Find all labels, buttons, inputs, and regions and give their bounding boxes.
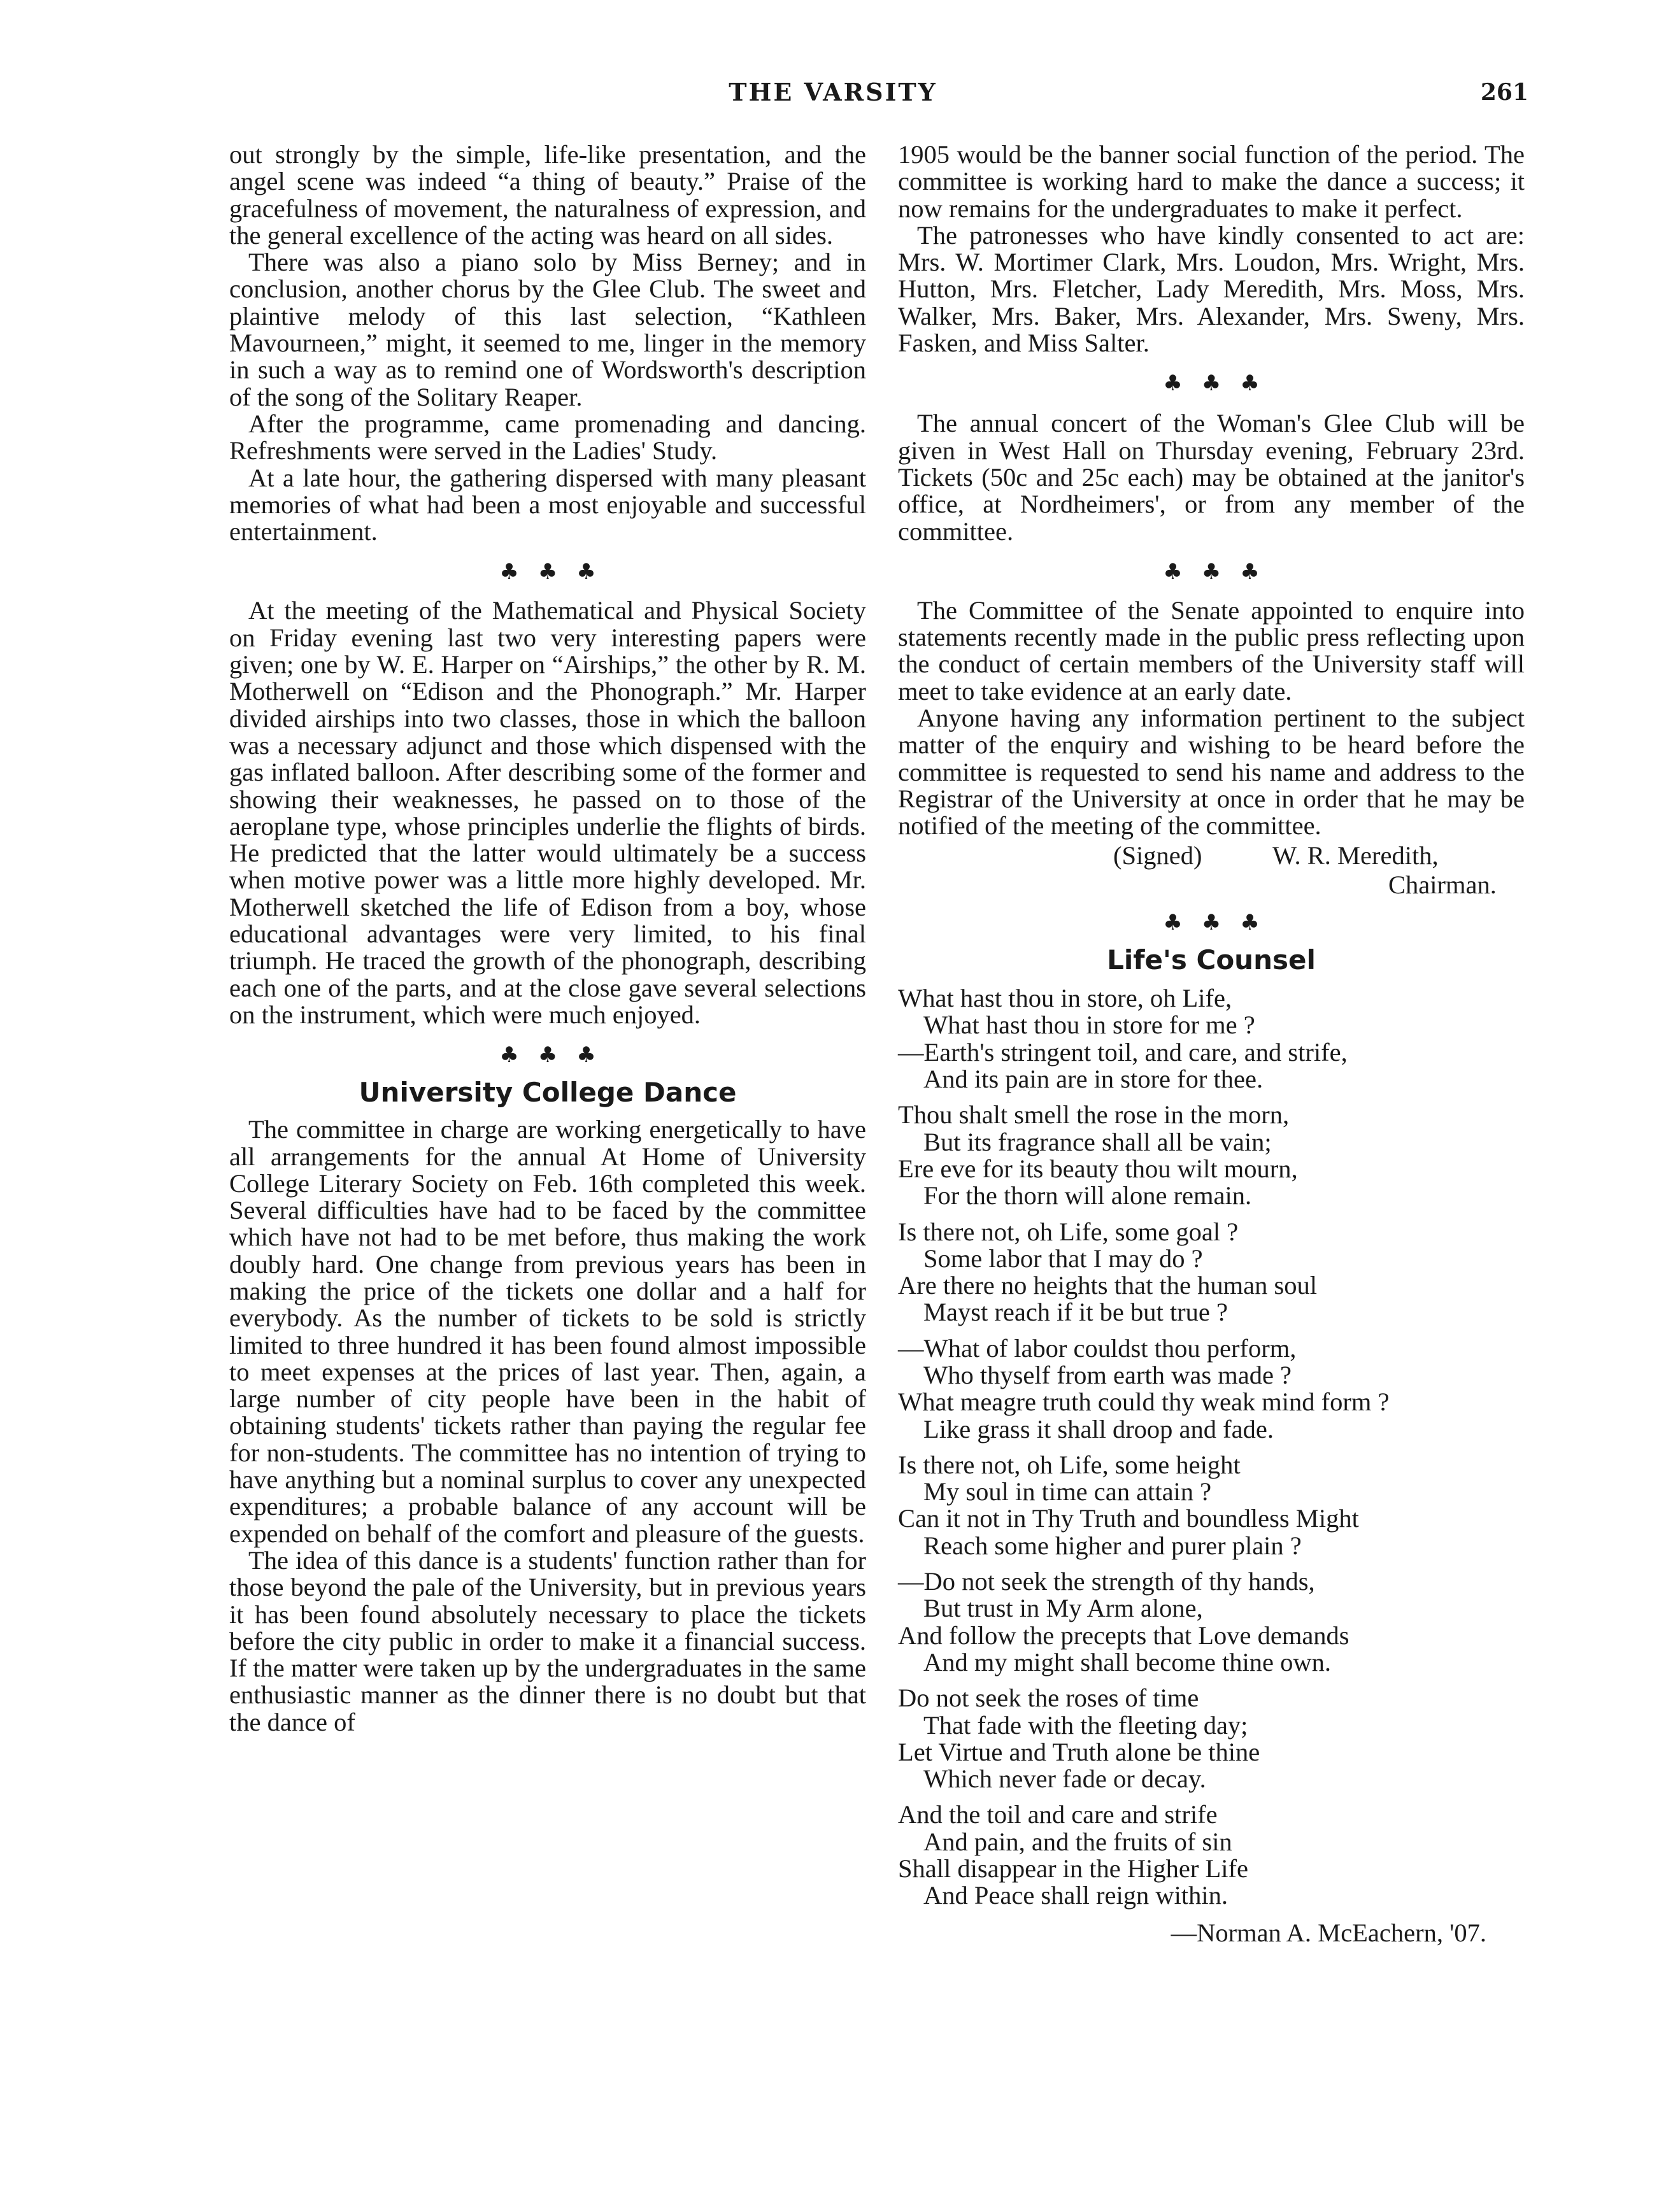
signature-line — [898, 842, 1525, 869]
poem-line: And pain, and the fruits of sin — [923, 1827, 1232, 1856]
poem-line: Thou shalt smell the rose in the morn, — [898, 1100, 1290, 1130]
poem-line: Let Virtue and Truth alone be thine — [898, 1737, 1260, 1766]
right-column — [898, 141, 1525, 1946]
paragraph: The committee in charge are working energetically to have all arrangements for the annual At Home of University College Literary Society on Feb. 16th completed this week. Several difficulties have had to be faced by the committee which have not had to be met before, thus making the work doubly hard. One change from previous years has been in making the price of the tickets one dollar and a half for everybody. As the number of tickets to be sold is strictly limited to three hundred it has been found almost impossible to meet expenses at the prices of last year. Then, again, a large number of city people have been in the habit of obtaining students' tickets rather than paying the regular fee for non-students. The committee has no intention of trying to have anything but a nominal surplus to cover any unexpected expenditures; a probable balance of any account will be expended on behalf of the comfort and pleasure of the guests. — [229, 1115, 866, 1548]
poem-line: And follow the precepts that Love demands — [898, 1620, 1349, 1650]
section-ornament: ♣♣♣ — [1163, 371, 1279, 397]
poem-line: —Do not seek the strength of thy hands, — [898, 1567, 1315, 1596]
paragraph: Anyone having any information pertinent to the subject matter of the enquiry and wishing to be heard before the committee is requested to send his name and address to the Registrar of the University at once in order that he may be notified of the meeting of the committee. — [898, 704, 1525, 840]
poem-stanza — [898, 1102, 1525, 1209]
signature-name: W. R. Meredith, — [1272, 840, 1439, 870]
poem-stanza — [898, 1335, 1525, 1443]
running-title: THE VARSITY — [729, 78, 937, 106]
poem-line: Ere eve for its beauty thou wilt mourn, — [898, 1154, 1298, 1183]
paragraph: The patronesses who have kindly consented to act are: Mrs. W. Mortimer Clark, Mrs. Loudon, Mrs. Wright, Mrs. Hutton, Mrs. Fletcher, Lady Meredith, Mrs. Moss, Mrs. Walker, Mrs. Baker, Mrs. Alexander, Mrs. Sweny, Mrs. Fasken, and Miss Salter. — [898, 220, 1525, 358]
poem-line: But its fragrance shall all be vain; — [923, 1127, 1272, 1156]
poem-line: What hast thou in store for me ? — [923, 1010, 1255, 1040]
signature-title: Chairman. — [1388, 870, 1497, 899]
section-ornament: ♣♣♣ — [499, 559, 615, 585]
poem-stanza — [898, 1685, 1525, 1792]
page-header — [0, 78, 1666, 116]
poem — [898, 985, 1525, 1910]
section-ornament: ♣♣♣ — [499, 1042, 615, 1068]
signature-label: (Signed) — [1113, 840, 1202, 870]
poem-line: And Peace shall reign within. — [923, 1881, 1228, 1910]
poem-line: Do not seek the roses of time — [898, 1684, 1199, 1713]
poem-line: —Earth's stringent toil, and care, and strife, — [898, 1037, 1348, 1067]
poem-line: Is there not, oh Life, some height — [898, 1450, 1241, 1479]
poem-line: And its pain are in store for thee. — [923, 1065, 1264, 1094]
poem-stanza — [898, 1219, 1525, 1326]
poem-title: Life's Counsel — [1107, 944, 1316, 976]
paragraph: 1905 would be the banner social function of the period. The committee is working hard to make the dance a success; it now remains for the undergraduates to make it perfect. — [898, 140, 1525, 223]
left-column — [229, 141, 866, 1736]
poem-line: My soul in time can attain ? — [923, 1477, 1212, 1507]
poem-line: For the thorn will alone remain. — [923, 1181, 1252, 1210]
poem-line: Are there no heights that the human soul — [898, 1271, 1317, 1300]
poem-stanza — [898, 985, 1525, 1093]
section-ornament: ♣♣♣ — [1163, 558, 1279, 585]
paragraph: There was also a piano solo by Miss Berney; and in conclusion, another chorus by the Glee Club. The sweet and plaintive melody of this last selection, “Kathleen Mavourneen,” might, it seemed to me, linger in the memory in such a way as to remind one of Wordsworth's description of the song of the Solitary Reaper. — [229, 248, 866, 411]
poem-line: Mayst reach if it be but true ? — [923, 1298, 1228, 1327]
poem-line: Is there not, oh Life, some goal ? — [898, 1217, 1239, 1246]
poem-line: —What of labor couldst thou perform, — [898, 1333, 1297, 1363]
poem-stanza — [898, 1568, 1525, 1676]
poem-line: Some labor that I may do ? — [923, 1244, 1203, 1273]
poem-line: And my might shall become thine own. — [923, 1647, 1332, 1677]
poem-line: Shall disappear in the Higher Life — [898, 1854, 1248, 1883]
paragraph: At a late hour, the gathering dispersed with many pleasant memories of what had been a most enjoyable and successful entertainment. — [229, 463, 866, 546]
poem-line: What meagre truth could thy weak mind form ? — [898, 1387, 1390, 1417]
paragraph: The Committee of the Senate appointed to enquire into statements recently made in the public press reflecting upon the conduct of certain members of the University staff will meet to take evidence at an early date. — [898, 595, 1525, 705]
poem-attribution: —Norman A. McEachern, '07. — [1171, 1918, 1486, 1947]
section-heading: University College Dance — [359, 1077, 737, 1109]
poem-line: Can it not in Thy Truth and boundless Might — [898, 1504, 1359, 1533]
poem-stanza — [898, 1801, 1525, 1909]
poem-line: Who thyself from earth was made ? — [923, 1360, 1292, 1389]
paragraph: The annual concert of the Woman's Glee Club will be given in West Hall on Thursday evening, February 23rd. Tickets (50c and 25c each) may be obtained at the janitor's office, at Nordheimers', or from any member of the committee. — [898, 409, 1525, 546]
poem-line: And the toil and care and strife — [898, 1800, 1218, 1829]
poem-line: Like grass it shall droop and fade. — [923, 1414, 1274, 1443]
poem-line: But trust in My Arm alone, — [923, 1594, 1203, 1623]
poem-line: Which never fade or decay. — [923, 1764, 1206, 1794]
paragraph: After the programme, came promenading and dancing. Refreshments were served in the Ladies' Study. — [229, 409, 866, 465]
poem-line: Reach some higher and purer plain ? — [923, 1531, 1302, 1560]
page-number: 261 — [1480, 79, 1528, 106]
paragraph: At the meeting of the Mathematical and Physical Society on Friday evening last two very interesting papers were given; one by W. E. Harper on “Airships,” the other by R. M. Motherwell on “Edison and the Phonograph.” Mr. Harper divided airships into two classes, those in which the balloon was a necessary adjunct and those which dispensed with the gas inflated balloon. After describing some of the former and showing their weaknesses, he passed on to those of the aeroplane type, whose principles underlie the flights of birds. He predicted that the latter would ultimately be a success when motive power was a little more highly developed. Mr. Motherwell sketched the life of Edison from a boy, whose educational advantages were very limited, to his final triumph. He traced the growth of the phonograph, describing each one of the parts, and at the close gave several selections on the instrument, which were much enjoyed. — [229, 596, 866, 1029]
poem-line: What hast thou in store, oh Life, — [898, 984, 1232, 1013]
paragraph: The idea of this dance is a students' function rather than for those beyond the pale of the University, but in previous years it has been found absolutely necessary to place the tickets before the city public in order to make it a financial success. If the matter were taken up by the undergraduates in the same enthusiastic manner as the dinner there is no doubt but that the dance of — [229, 1545, 866, 1736]
poem-stanza — [898, 1452, 1525, 1559]
section-ornament: ♣♣♣ — [1163, 910, 1279, 936]
paragraph: out strongly by the simple, life-like presentation, and the angel scene was indeed “a thing of beauty.” Praise of the gracefulness of movement, the naturalness of expression, and the general excellence of the acting was heard on all sides. — [229, 140, 866, 250]
poem-line: That fade with the fleeting day; — [923, 1710, 1248, 1740]
